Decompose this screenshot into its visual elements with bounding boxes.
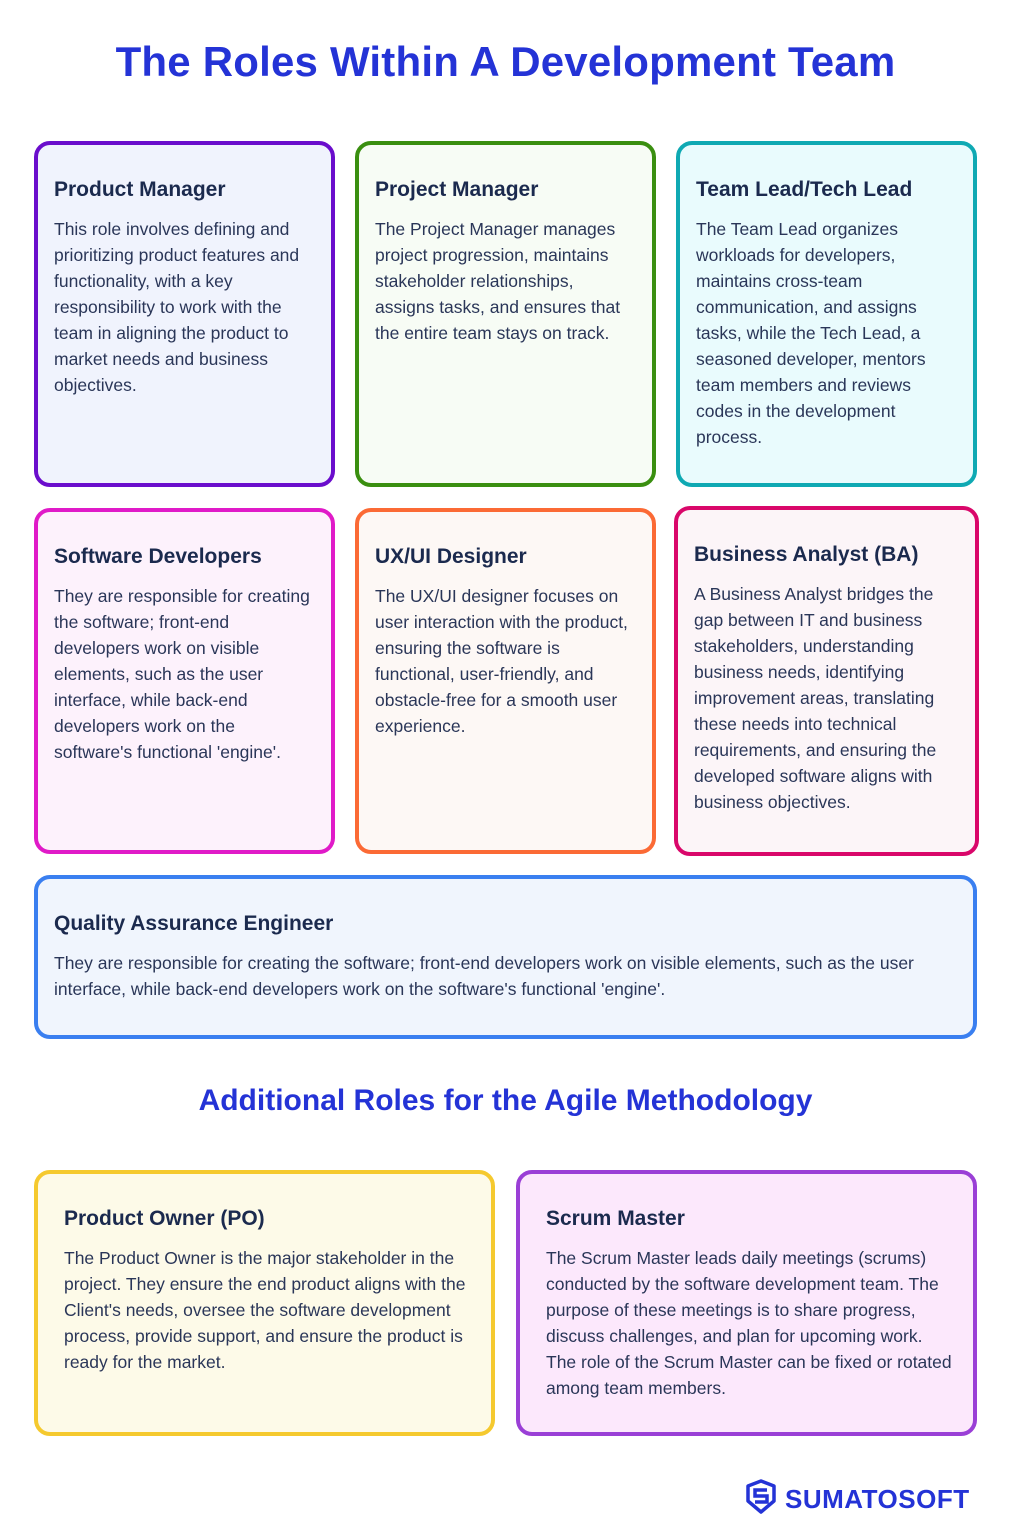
role-title: Product Manager [54,178,226,201]
shield-s-icon [745,1479,777,1520]
role-card-project-manager [355,141,656,487]
role-description: A Business Analyst bridges the gap between IT and business stakeholders, understanding business needs, identifying improvement areas, translating these needs into technical requirements, and ensuring the developed software aligns with business objectives. [694,584,937,812]
role-card-scrum-master [516,1170,977,1436]
role-description: The Project Manager manages project progression, maintains stakeholder relationships, assigns tasks, and ensures that the entire team stays on track. [375,219,621,343]
role-description: They are responsible for creating the software; front-end developers work on visible elements, such as the user interface, while back-end developers work on the software's functional 'engine'. [54,953,914,999]
brand-logo [745,1481,970,1517]
role-title: Scrum Master [546,1207,685,1230]
role-card-ux-ui-designer [355,508,656,854]
role-card-software-developers [34,508,335,854]
role-title: Product Owner (PO) [64,1207,265,1230]
role-description: This role involves defining and prioritizing product features and functionality, with a key responsibility to work with the team in aligning the product to market needs and business objectives. [54,219,300,395]
role-description: They are responsible for creating the software; front-end developers work on visible elements, such as the user interface, while back-end developers work on the software's functional 'engine'. [54,586,310,762]
role-card-business-analyst [674,506,979,856]
role-title: UX/UI Designer [375,545,527,568]
role-description: The Team Lead organizes workloads for developers, maintains cross-team communication, and assigns tasks, while the Tech Lead, a seasoned developer, mentors team members and reviews codes in the development process. [696,219,926,447]
brand-name: SUMATOSOFT [785,1483,970,1514]
role-title: Quality Assurance Engineer [54,912,334,935]
role-card-quality-assurance [34,875,977,1039]
role-description: The UX/UI designer focuses on user interaction with the product, ensuring the software is functional, user-friendly, and obstacle-free for a smooth user experience. [375,586,628,736]
agile-section-title: Additional Roles for the Agile Methodology [198,1084,813,1117]
role-description: The Scrum Master leads daily meetings (scrums) conducted by the software development team. The purpose of these meetings is to share progress, discuss challenges, and plan for upcoming work. The role of the Scrum Master can be fixed or rotated among team members. [546,1248,952,1398]
role-card-team-lead [676,141,977,487]
role-title: Team Lead/Tech Lead [696,178,913,201]
role-description: The Product Owner is the major stakeholder in the project. They ensure the end product aligns with the Client's needs, oversee the software development process, provide support, and ensure the product is ready for the market. [64,1248,466,1372]
role-title: Business Analyst (BA) [694,543,919,566]
role-title: Software Developers [54,545,262,568]
role-card-product-manager [34,141,335,487]
role-title: Project Manager [375,178,539,201]
role-card-product-owner [34,1170,495,1436]
page-title: The Roles Within A Development Team [115,38,896,85]
